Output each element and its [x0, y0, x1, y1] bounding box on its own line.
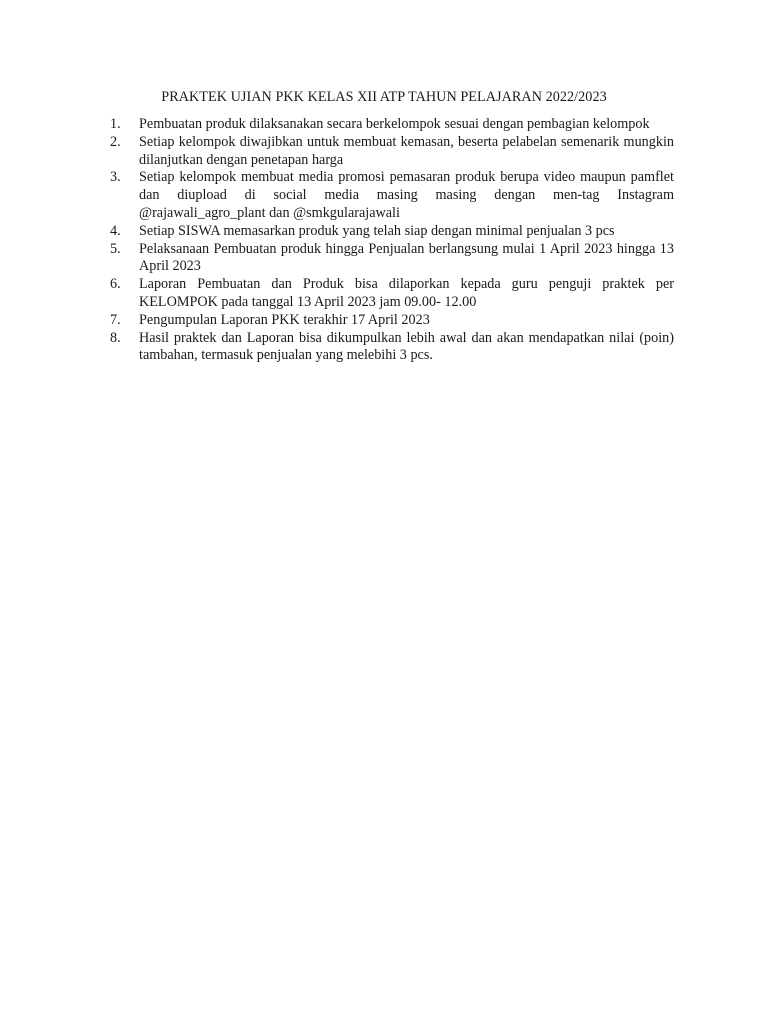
list-item [110, 276, 674, 312]
list-item-number: 3. [110, 169, 121, 186]
list-item [110, 169, 674, 222]
list-item-text: Hasil praktek dan Laporan bisa dikumpulkan lebih awal dan akan mendapatkan nilai (poin) tambahan, termasuk penjualan yang melebihi 3 pcs. [139, 329, 674, 364]
list-item-number: 7. [110, 311, 121, 328]
list-item [110, 330, 674, 366]
list-item [110, 116, 674, 134]
list-item-number: 5. [110, 240, 121, 257]
list-item-text: Pembuatan produk dilaksanakan secara berkelompok sesuai dengan pembagian kelompok [139, 116, 650, 132]
list-item [110, 223, 674, 241]
document-title: PRAKTEK UJIAN PKK KELAS XII ATP TAHUN PELAJARAN 2022/2023 [161, 89, 607, 105]
list-item-number: 2. [110, 133, 121, 150]
list-item [110, 241, 674, 277]
list-item [110, 134, 674, 170]
list-item-text: Pelaksanaan Pembuatan produk hingga Penjualan berlangsung mulai 1 April 2023 hingga 13 April 2023 [139, 240, 674, 275]
list-item-number: 1. [110, 116, 121, 132]
list-item-text: Setiap kelompok membuat media promosi pemasaran produk berupa video maupun pamflet dan diupload di social media masing masing dengan men-tag Instagram @rajawali_agro_plant dan @smkgularajawali [139, 169, 674, 221]
list-item [110, 312, 674, 330]
list-item-number: 4. [110, 222, 121, 239]
list-item-text: Laporan Pembuatan dan Produk bisa dilaporkan kepada guru penguji praktek per KELOMPOK pada tanggal 13 April 2023 jam 09.00- 12.00 [139, 276, 674, 310]
list-item-number: 8. [110, 329, 121, 346]
list-item-text: Setiap kelompok diwajibkan untuk membuat kemasan, beserta pelabelan semenarik mungkin dilanjutkan dengan penetapan harga [139, 133, 674, 168]
list-item-text: Pengumpulan Laporan PKK terakhir 17 April 2023 [139, 311, 430, 328]
list-item-text: Setiap SISWA memasarkan produk yang telah siap dengan minimal penjualan 3 pcs [139, 222, 615, 239]
list-item-number: 6. [110, 276, 121, 293]
rules-list [110, 116, 674, 365]
